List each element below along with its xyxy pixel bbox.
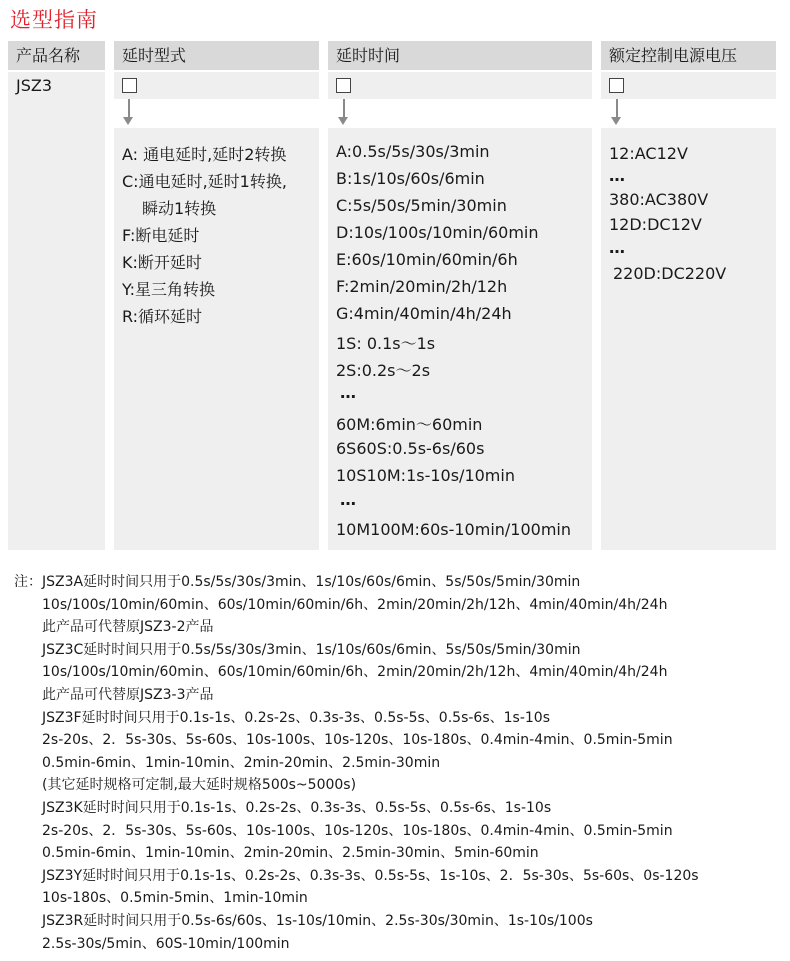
note-line: JSZ3K延时时间只用于0.1s-1s、0.2s-2s、0.3s-3s、0.5s-5s、0.5s-6s、1s-10s [42, 799, 552, 816]
header-delay-type: 延时型式 [114, 41, 319, 70]
delay-time-ellipsis: … [340, 383, 356, 402]
note-line: 0.5min-6min、1min-10min、2min-20min、2.5min-30min [42, 754, 441, 771]
delay-time-option: 10M100M:60s-10min/100min [336, 520, 571, 539]
delay-type-option: A: 通电延时,延时2转换 [122, 145, 287, 164]
delay-time-option: 1S: 0.1s～1s [336, 334, 436, 353]
note-line: JSZ3F延时时间只用于0.1s-1s、0.2s-2s、0.3s-3s、0.5s-5s、0.5s-6s、1s-10s [42, 709, 550, 726]
delay-time-option: F:2min/20min/2h/12h [336, 277, 508, 296]
delay-type-option: C:通电延时,延时1转换, [122, 172, 287, 191]
header-product-name: 产品名称 [8, 41, 105, 70]
notes-prefix: 注： [14, 574, 42, 590]
notes-section [14, 571, 699, 955]
delay-type-option: F:断电延时 [122, 226, 200, 245]
delay-type-option: Y:星三角转换 [122, 280, 216, 299]
note-line: JSZ3Y延时时间只用于0.1s-1s、0.2s-2s、0.3s-3s、0.5s-5s、1s-10s、2．5s-30s、5s-60s、0s-120s [42, 867, 699, 884]
note-line: JSZ3C延时时间只用于0.5s/5s/30s/3min、1s/10s/60s/6min、5s/50s/5min/30min [42, 641, 581, 658]
delay-time-option: 10S10M:1s-10s/10min [336, 466, 515, 485]
note-line: 2s-20s、2．5s-30s、5s-60s、10s-100s、10s-120s、10s-180s、0.4min-4min、0.5min-5min [42, 822, 673, 839]
voltage-ellipsis: … [609, 238, 625, 257]
delay-time-cell [328, 72, 592, 99]
delay-time-option: 6S60S:0.5s-6s/60s [336, 439, 485, 458]
note-line: 10s/100s/10min/60min、60s/10min/60min/6h、2min/20min/2h/12h、4min/40min/4h/24h [42, 664, 668, 681]
delay-type-option: R:循环延时 [122, 307, 203, 326]
header-delay-time: 延时时间 [328, 41, 592, 70]
header-control-voltage: 额定控制电源电压 [601, 41, 776, 70]
model-cell: JSZ3 [8, 72, 105, 99]
note-line: 此产品可代替原JSZ3-2产品 [42, 619, 214, 636]
voltage-option: 12D:DC12V [609, 215, 702, 234]
delay-time-option: A:0.5s/5s/30s/3min [336, 142, 490, 161]
delay-type-option: 瞬动1转换 [142, 199, 217, 218]
voltage-cell [601, 72, 776, 99]
delay-time-option: E:60s/10min/60min/6h [336, 250, 518, 269]
voltage-checkbox[interactable] [609, 78, 624, 93]
delay-time-option: 2S:0.2s～2s [336, 361, 431, 380]
note-line: 10s-180s、0.5min-5min、1min-10min [42, 890, 308, 907]
delay-type-options [114, 128, 319, 550]
delay-time-checkbox[interactable] [336, 78, 351, 93]
delay-type-option: K:断开延时 [122, 253, 202, 272]
delay-time-option: D:10s/100s/10min/60min [336, 223, 539, 242]
delay-time-ellipsis: … [340, 490, 356, 509]
delay-time-option: G:4min/40min/4h/24h [336, 304, 512, 323]
delay-time-options [328, 128, 592, 550]
note-line: 10s/100s/10min/60min、60s/10min/60min/6h、2min/20min/2h/12h、4min/40min/4h/24h [42, 596, 668, 613]
note-line: 2.5s-30s/5min、60S-10min/100min [42, 935, 290, 952]
voltage-option: 380:AC380V [609, 190, 709, 209]
voltage-options [601, 128, 776, 550]
product-name-column-fill [8, 99, 105, 550]
delay-type-cell [114, 72, 319, 99]
note-line: JSZ3A延时时间只用于0.5s/5s/30s/3min、1s/10s/60s/6min、5s/50s/5min/30min [42, 574, 581, 590]
voltage-ellipsis: … [609, 166, 625, 185]
note-line: 2s-20s、2．5s-30s、5s-60s、10s-100s、10s-120s、10s-180s、0.4min-4min、0.5min-5min [42, 732, 673, 749]
delay-time-option: 60M:6min～60min [336, 415, 483, 434]
page-title: 选型指南 [10, 8, 98, 32]
voltage-option: 220D:DC220V [613, 264, 727, 283]
note-line: 0.5min-6min、1min-10min、2min-20min、2.5min-30min、5min-60min [42, 845, 539, 862]
voltage-option: 12:AC12V [609, 144, 688, 163]
delay-time-option: C:5s/50s/5min/30min [336, 196, 507, 215]
note-line: JSZ3R延时时间只用于0.5s-6s/60s、1s-10s/10min、2.5s-30s/30min、1s-10s/100s [42, 912, 593, 929]
delay-type-checkbox[interactable] [122, 78, 137, 93]
note-line: 此产品可代替原JSZ3-3产品 [42, 686, 214, 703]
note-line: (其它延时规格可定制,最大延时规格500s~5000s) [42, 777, 357, 794]
delay-time-option: B:1s/10s/60s/6min [336, 169, 485, 188]
